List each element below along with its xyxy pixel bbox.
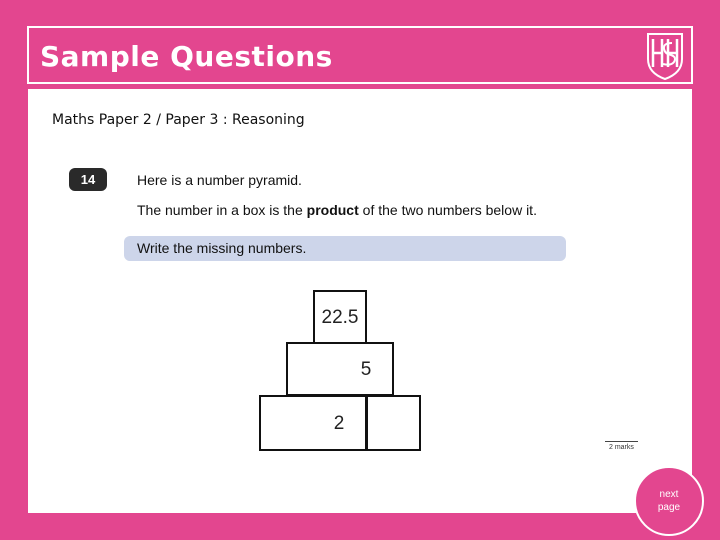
- question-rule-keyword: product: [306, 202, 359, 218]
- pyramid-top-cell: 22.5: [313, 290, 367, 344]
- title-banner: [27, 26, 693, 84]
- question-rule: [137, 202, 537, 218]
- next-page-label-line2: page: [657, 502, 681, 513]
- marks-divider: [605, 441, 638, 442]
- page-title: Sample Questions: [40, 40, 333, 73]
- question-rule-start: The number in a box is the: [137, 202, 307, 218]
- next-page-button[interactable]: [634, 466, 704, 536]
- instruction-text: Write the missing numbers.: [137, 240, 307, 256]
- slide-content: [28, 89, 692, 513]
- pyramid-bottom-cell-left[interactable]: [259, 395, 315, 451]
- question-intro: Here is a number pyramid.: [137, 172, 302, 188]
- pyramid-middle-cell-right: 5: [340, 342, 394, 396]
- question-rule-end: of the two numbers below it.: [358, 202, 537, 218]
- instruction-bar: [124, 236, 566, 261]
- pyramid-bottom-cell-right[interactable]: [366, 395, 421, 451]
- marks-label: 2 marks: [609, 444, 634, 451]
- pyramid-bottom-cell-middle: 2: [313, 395, 367, 451]
- pyramid-middle-cell-left[interactable]: [286, 342, 342, 396]
- question-number-badge: 14: [69, 168, 107, 191]
- paper-subtitle: Maths Paper 2 / Paper 3 : Reasoning: [52, 112, 305, 128]
- school-crest-icon: [645, 31, 685, 81]
- next-page-label-line1: next: [659, 489, 679, 500]
